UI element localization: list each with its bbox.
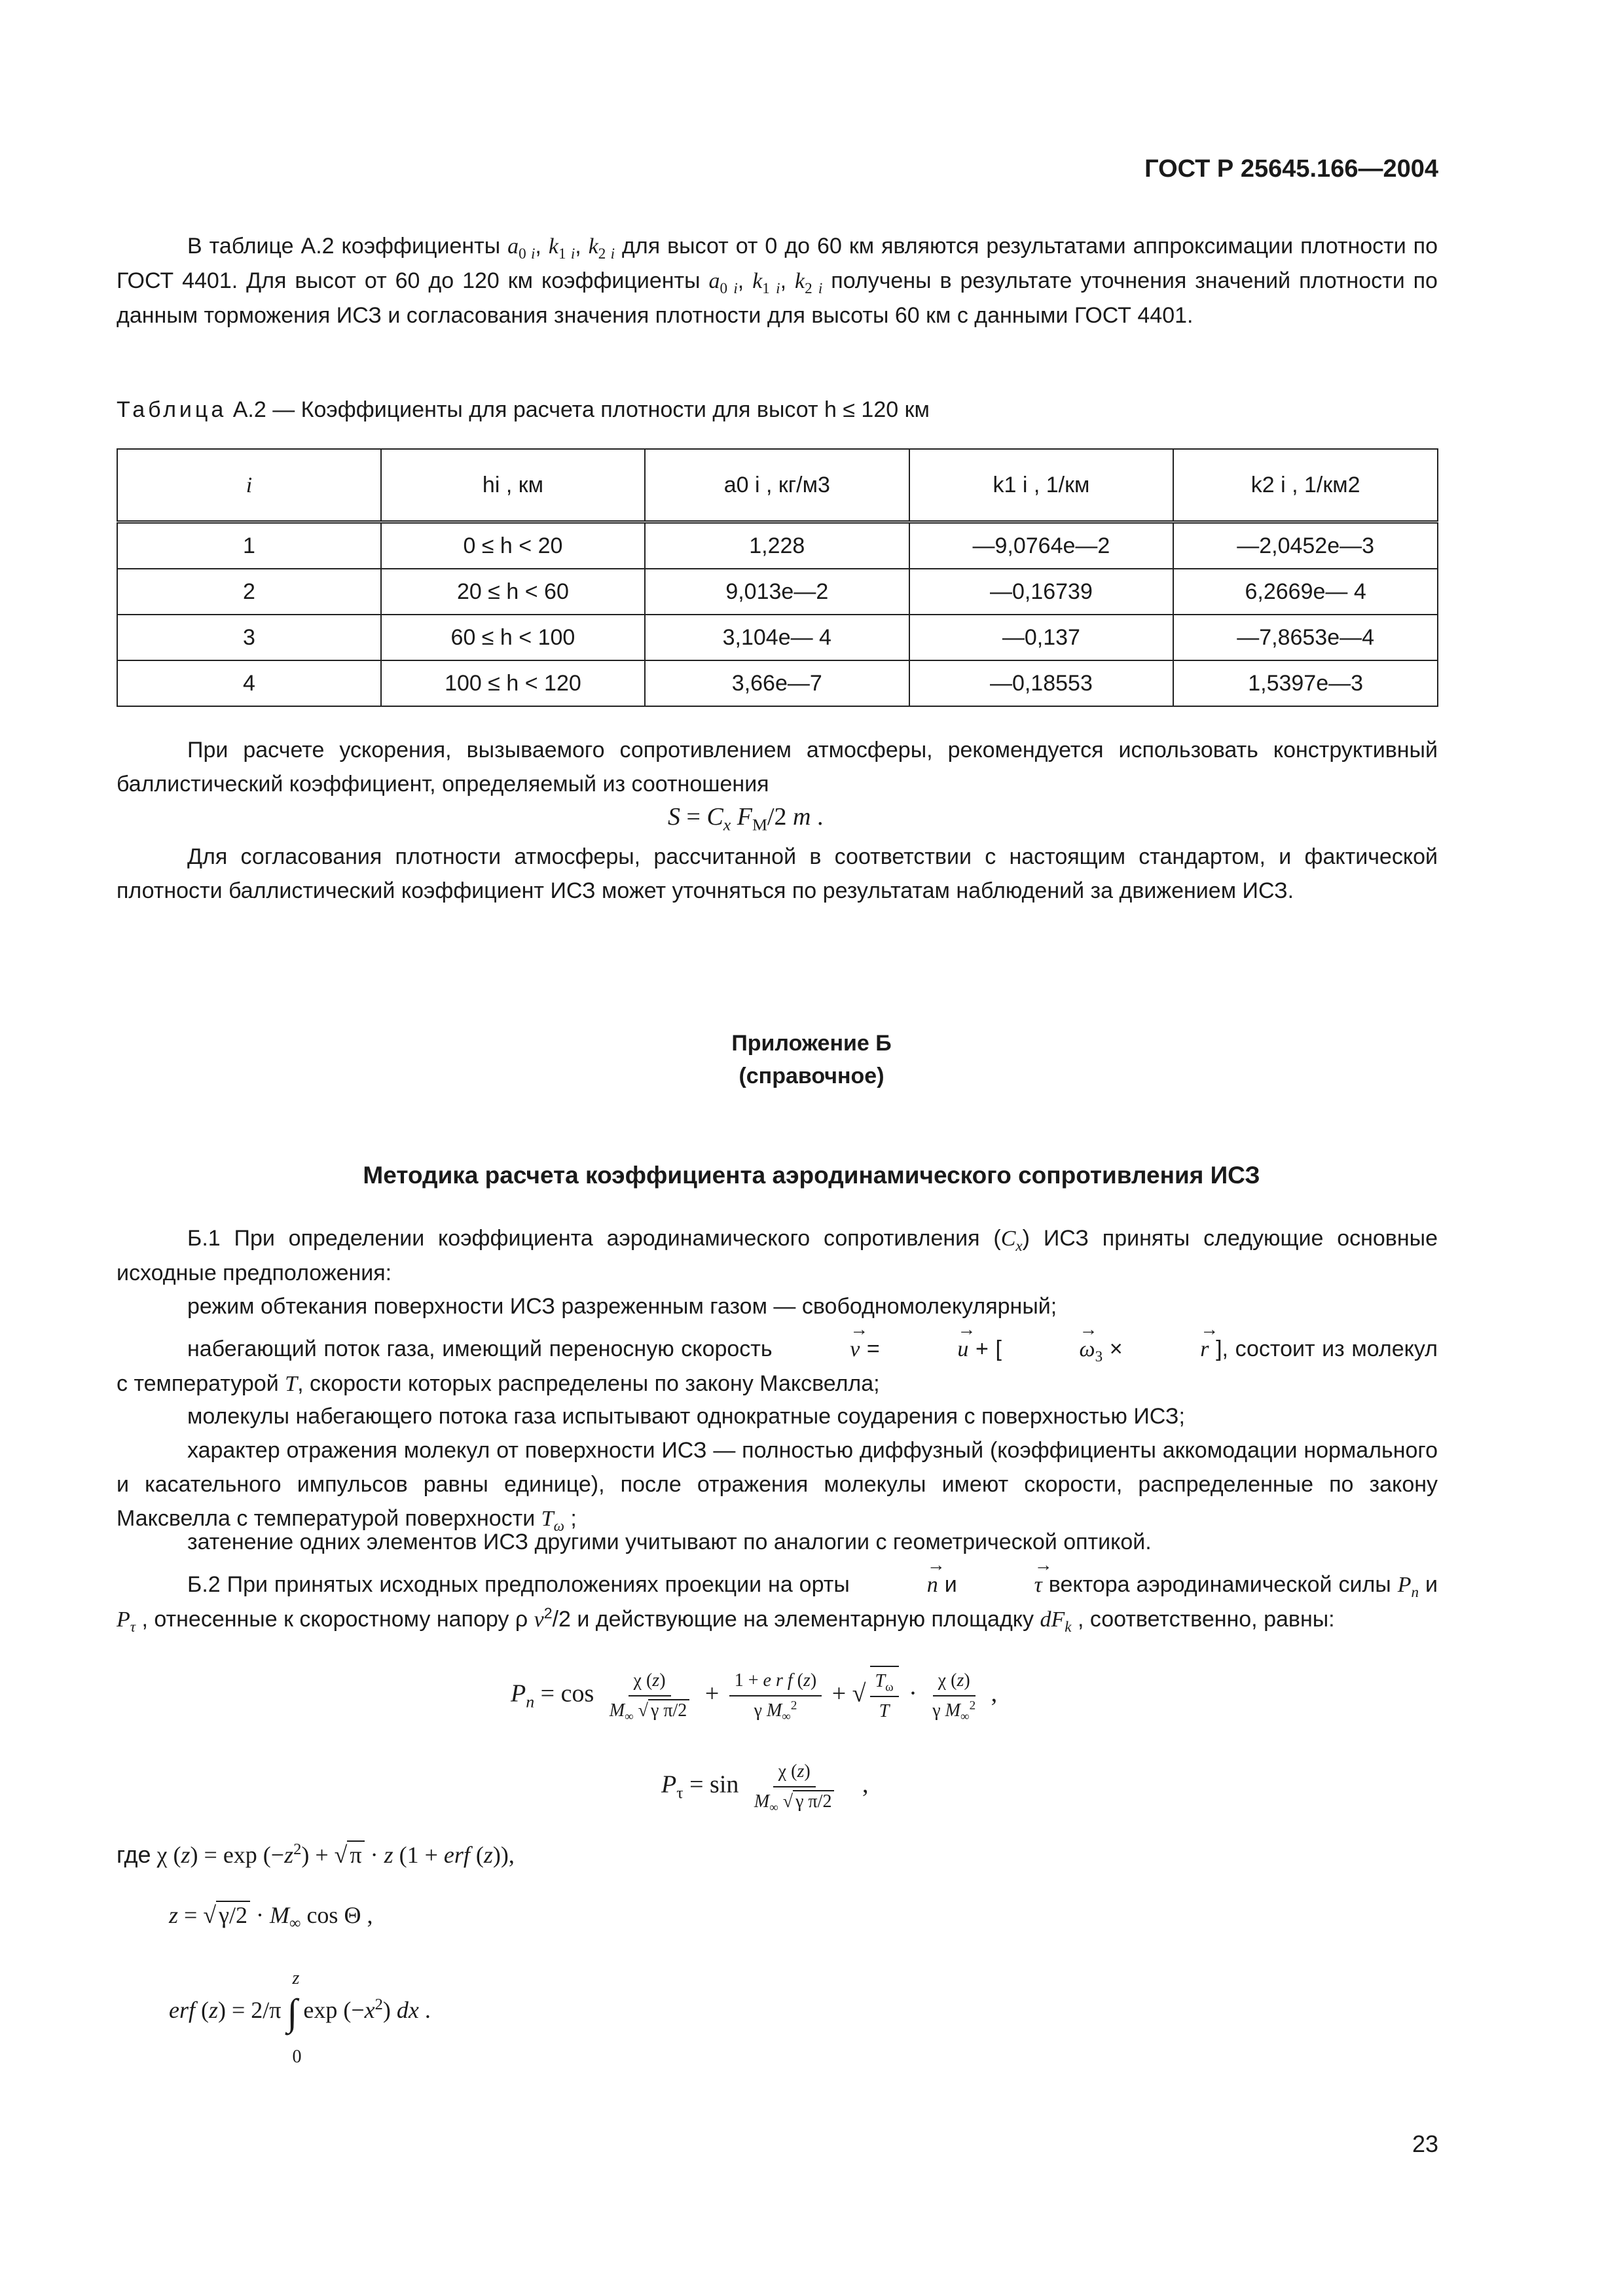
z-formula: z = √ $\gamma/2 \cdot M_\infty$ cos Θ , [169,1902,373,1933]
table-caption: Таблица А.2 — Коэффициенты для расчета плотности для высот h ≤ 120 км [117,397,930,422]
chi-formula: где χ $(z) = \exp (-z^2)$ + √ π · z (1 + erf (z)), [117,1840,515,1868]
header-cell: k1 i , 1/км [909,449,1174,522]
table-header-row [117,449,1438,522]
appendix-heading: Методика расчета коэффициента аэродинамического сопротивления ИСЗ [363,1162,1260,1189]
table-cell: 6,2669e— 4 [1173,569,1438,615]
ballistic-formula: $S = C_x$ $F_M/2$ m . [668,803,824,834]
table-cell: —0,137 [909,615,1174,660]
table-cell: 20 ≤ h < 60 [381,569,645,615]
header-cell: a0 i , кг/м3 [645,449,909,522]
table-cell: 1 [117,522,381,569]
b1-item-collisions: молекулы набегающего потока газа испытывают однократные соударения с поверхностью ИСЗ; [187,1404,1185,1429]
density-paragraph: Для согласования плотности атмосферы, рассчитанной в соответствии с настоящим стандартом, и фактической плотности баллистический коэффициент ИСЗ может уточняться по результатам наблюдений за движением ИСЗ. [117,844,1438,903]
table-cell: 9,013e—2 [645,569,909,615]
header-cell: k2 i , 1/км2 [1173,449,1438,522]
b1-paragraph: Б.1 При определении коэффициента аэродинамического сопротивления $(C_x)$ ИСЗ приняты следующие основные исходные предположения: [117,1226,1438,1285]
b2-paragraph: Б.2 При принятых исходных предположениях проекции на орты → n и → τ вектора аэродинамической силы $P_n$ и $P_\tau$ , отнесенные к скоростному напору ρ $v^2/2$ и действующие на элементарную площадку $dF_k$ , соответственно, равны: [117,1568,1438,1637]
table-cell: —7,8653e—4 [1173,615,1438,660]
table-row [117,615,1438,660]
table-cell: —0,16739 [909,569,1174,615]
table-cell: 2 [117,569,381,615]
table-cell: —2,0452e—3 [1173,522,1438,569]
table-row [117,522,1438,569]
appendix-title: Приложение Б [731,1031,892,1056]
b1-item-shading: затенение одних элементов ИСЗ другими учитывают по аналогии с геометрической оптикой. [187,1530,1152,1554]
table-cell: 0 ≤ h < 20 [381,522,645,569]
table-cell: 60 ≤ h < 100 [381,615,645,660]
table-cell: 3 [117,615,381,660]
pn-formula: $P_n = \cos$ $\frac{\chi (z)}{M_\infty √ \gamma \pi/2}$ + $\frac{\text{1 + e r f (z)}}{\gamma M_\infty^2}$ + √ $\frac{T_\omega}{T}$ · $\frac{\chi (z)}{\gamma M_\infty^2}$ , [511,1666,997,1726]
ptau-formula: $P_\tau = \sin$ $\frac{\chi (z)}{M_\infty √ \gamma \pi/2}$ , [661,1757,868,1816]
table-cell: 3,104e— 4 [645,615,909,660]
table-cell: —9,0764e—2 [909,522,1174,569]
header-cell: hi , км [381,449,645,522]
erf-formula: erf (z) = 2/π ∫ z 0 $\exp (-x^2)$ dx . [169,1967,431,2067]
b1-item-reflection: характер отражения молекул от поверхности ИСЗ — полностью диффузный (коэффициенты аккомодации нормального и касательного импульсов равны единице), после отражения молекулы имеют скорости, распределенные по закону Максвелла с температурой поверхности $T_\omega$ ; [117,1438,1438,1535]
table-cell: 1,228 [645,522,909,569]
appendix-subtitle: (справочное) [739,1064,884,1088]
header-cell: i [117,449,381,522]
b1-item-mode: режим обтекания поверхности ИСЗ разреженным газом — свободномолекулярный; [187,1294,1057,1319]
table-cell: 4 [117,660,381,706]
intro-paragraph: В таблице А.2 коэффициенты $a_{0 i}$, $k_{1 i}$, $k_{2 i}$ для высот от 0 до 60 км являются результатами аппроксимации плотности по ГОСТ 4401. Для высот от 60 до 120 км коэффициенты $a_{0 i}$, $k_{1 i}$, $k_{2 i}$ получены в результате уточнения значений плотности по данным торможения ИСЗ и согласования значения плотности для высоты 60 км с данными ГОСТ 4401. [117,234,1438,328]
page-number: 23 [1412,2130,1438,2157]
ballistic-paragraph: При расчете ускорения, вызываемого сопротивлением атмосферы, рекомендуется использовать конструктивный баллистический коэффициент, определяемый из соотношения [117,738,1438,797]
coefficients-table [117,448,1438,707]
table-row [117,569,1438,615]
table-row [117,660,1438,706]
table-cell: 3,66e—7 [645,660,909,706]
table-cell: 1,5397e—3 [1173,660,1438,706]
document-header: ГОСТ Р 25645.166—2004 [1144,155,1438,183]
b1-item-flow: набегающий поток газа, имеющий переносную скорость → v = → u + [ → $\omega_3$ × → r ], состоит из молекул с температурой T, скорости которых распределены по закону Максвелла; [117,1332,1438,1401]
table-cell: —0,18553 [909,660,1174,706]
table-cell: 100 ≤ h < 120 [381,660,645,706]
